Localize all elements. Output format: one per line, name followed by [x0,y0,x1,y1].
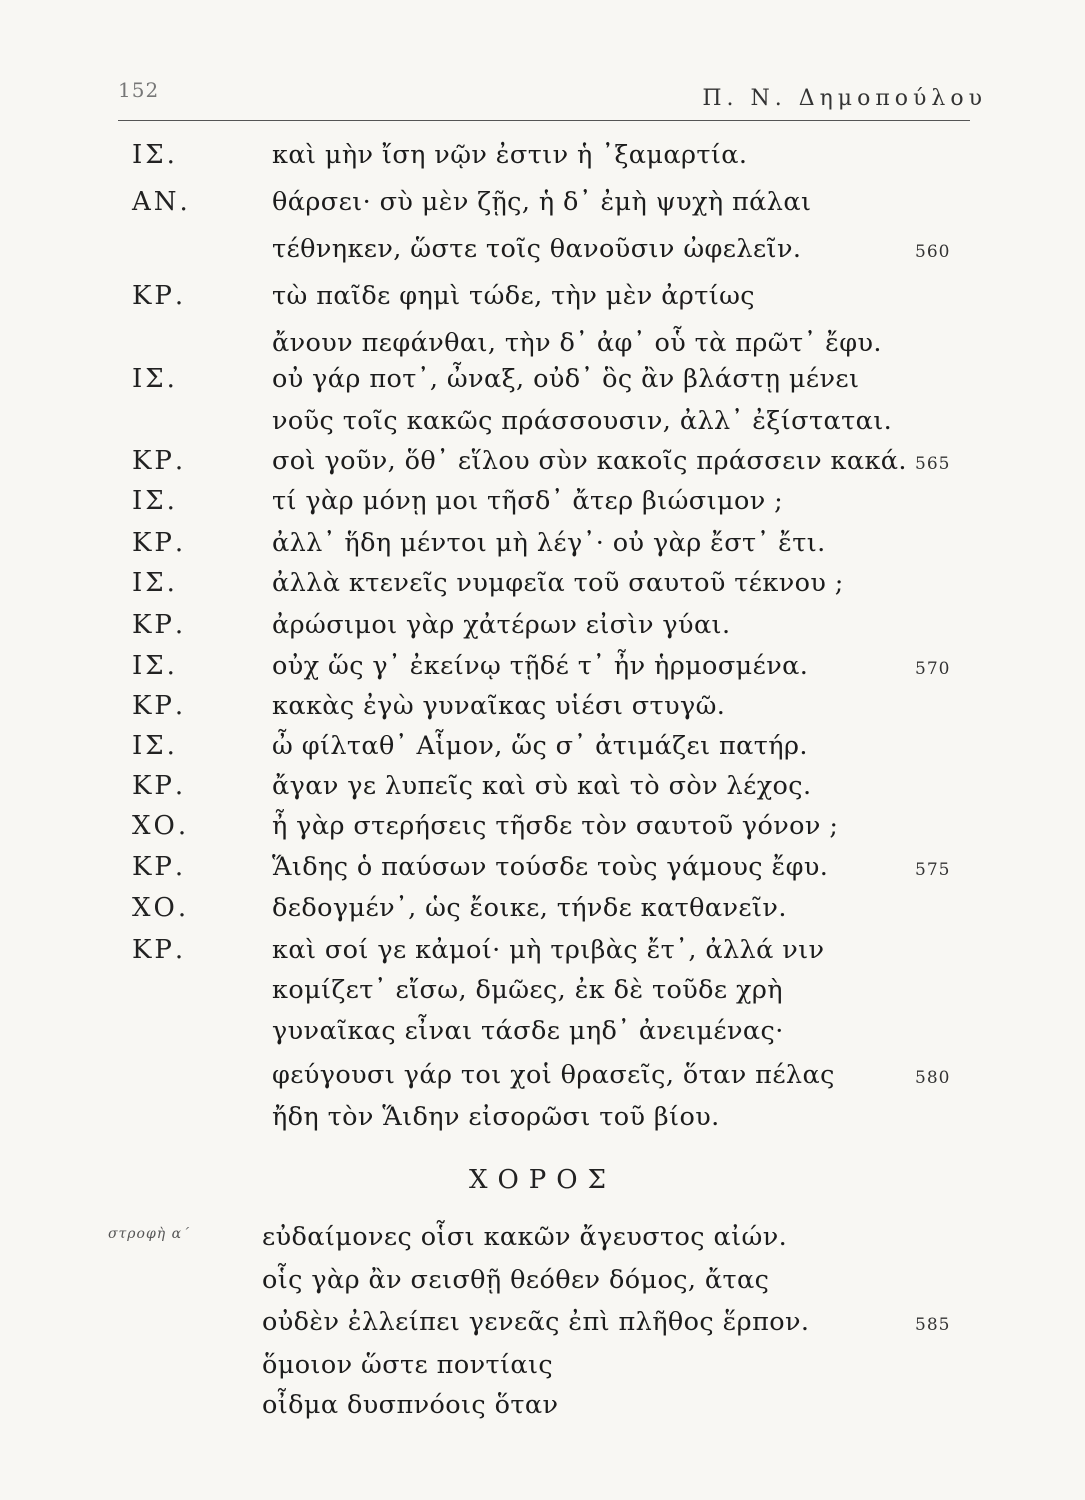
line-number: 560 [915,242,951,262]
line-number: 565 [915,454,951,474]
verse-text: ἤδη τὸν Ἅιδην εἰσορῶσι τοῦ βίου. [272,1102,720,1132]
chorus-line [0,1222,1085,1268]
verse-text: δεδογμέν᾿, ὡς ἔοικε, τήνδε κατθανεῖν. [272,893,787,923]
verse-text: ἀλλ᾿ ἥδη μέντοι μὴ λέγ᾿· οὐ γὰρ ἔστ᾿ ἔτι. [272,528,826,558]
verse-line [0,187,1085,233]
verse-line [0,1060,1085,1106]
speaker-label: ΧΟ. [132,893,190,923]
verse-line [0,975,1085,1021]
speaker-label: ΙΣ. [132,140,178,170]
speaker-label: ΚΡ. [132,852,187,882]
verse-text: οὐχ ὥς γ᾿ ἐκείνῳ τῇδέ τ᾿ ἦν ἡρμοσμένα. [272,651,809,681]
speaker-label: ΚΡ. [132,610,187,640]
speaker-label: ΚΡ. [132,281,187,311]
verse-text: οἶδμα δυσπνόοις ὅταν [262,1390,559,1420]
verse-text: τὼ παῖδε φημὶ τώδε, τὴν μὲν ἀρτίως [272,281,755,311]
verse-line [0,1016,1085,1062]
verse-text: καὶ μὴν ἴση νῷν ἐστιν ἡ ᾿ξαμαρτία. [272,140,748,170]
verse-line [0,568,1085,614]
verse-text: κομίζετ᾿ εἴσω, δμῶες, ἐκ δὲ τοῦδε χρὴ [272,975,783,1005]
verse-text: γυναῖκας εἶναι τάσδε μηδ᾿ ἀνειμένας· [272,1016,784,1046]
verse-text: νοῦς τοῖς κακῶς πράσσουσιν, ἀλλ᾿ ἐξίσταται. [272,406,893,436]
verse-text: θάρσει· σὺ μὲν ζῇς, ἡ δ᾿ ἐμὴ ψυχὴ πάλαι [272,187,812,217]
verse-line [0,811,1085,857]
speaker-label: ΚΡ. [132,528,187,558]
verse-text: τί γὰρ μόνῃ μοι τῆσδ᾿ ἄτερ βιώσιμον ; [272,486,784,516]
verse-text: ἀλλὰ κτενεῖς νυμφεῖα τοῦ σαυτοῦ τέκνου ; [272,568,844,598]
speaker-label: ΙΣ. [132,731,178,761]
speaker-label: ΙΣ. [132,486,178,516]
verse-line [0,610,1085,656]
verse-line [0,852,1085,898]
speaker-label: ΙΣ. [132,568,178,598]
verse-text: ἦ γὰρ στερήσεις τῆσδε τὸν σαυτοῦ γόνον ; [272,811,839,841]
verse-text: καὶ σοί γε κἀμοί· μὴ τριβὰς ἔτ᾿, ἀλλά νιν [272,935,825,965]
strophe-margin-note: στροφὴ α΄ [108,1226,191,1242]
speaker-label: ΚΡ. [132,771,187,801]
verse-text: ὅμοιον ὥστε ποντίαις [262,1350,554,1380]
verse-text: οὐδὲν ἐλλείπει γενεᾶς ἐπὶ πλῆθος ἕρπον. [262,1307,810,1337]
verse-line [0,234,1085,280]
section-heading: ΧΟΡΟΣ [468,1165,617,1195]
verse-text: κακὰς ἐγὼ γυναῖκας υἱέσι στυγῶ. [272,691,726,721]
speaker-label: ΚΡ. [132,935,187,965]
speaker-label: ΚΡ. [132,446,187,476]
speaker-label: ΑΝ. [132,187,191,217]
verse-text: ὦ φίλταθ᾿ Αἷμον, ὥς σ᾿ ἀτιμάζει πατήρ. [272,731,808,761]
verse-text: ἀρώσιμοι γὰρ χἀτέρων εἰσὶν γύαι. [272,610,731,640]
speaker-label: ΙΣ. [132,364,178,394]
line-number: 580 [915,1068,951,1088]
speaker-label: ΚΡ. [132,691,187,721]
verse-line [0,486,1085,532]
verse-text: οὐ γάρ ποτ᾿, ὦναξ, οὐδ᾿ ὃς ἂν βλάστῃ μένει [272,364,860,394]
verse-text: οἷς γὰρ ἂν σεισθῇ θεόθεν δόμος, ἄτας [262,1265,770,1295]
verse-text: Ἅιδης ὁ παύσων τούσδε τοὺς γάμους ἔφυ. [272,852,829,882]
chorus-line [0,1265,1085,1311]
verse-text: ἄνουν πεφάνθαι, τὴν δ᾿ ἀφ᾿ οὗ τὰ πρῶτ᾿ ἔφυ. [272,328,882,358]
chorus-line [0,1390,1085,1436]
verse-text: τέθνηκεν, ὥστε τοῖς θανοῦσιν ὠφελεῖν. [272,234,802,264]
line-number: 570 [915,659,951,679]
running-title: Π. Ν. Δημοπούλου [702,86,987,111]
chorus-line [0,1307,1085,1353]
verse-text: φεύγουσι γάρ τοι χοἱ θρασεῖς, ὅταν πέλας [272,1060,835,1090]
speaker-label: ΧΟ. [132,811,190,841]
verse-line [0,140,1085,186]
verse-text: ἄγαν γε λυπεῖς καὶ σὺ καὶ τὸ σὸν λέχος. [272,771,812,801]
verse-line [0,893,1085,939]
verse-line [0,1102,1085,1148]
line-number: 585 [915,1315,951,1335]
speaker-label: ΙΣ. [132,651,178,681]
verse-line [0,364,1085,410]
line-number: 575 [915,860,951,880]
page-number: 152 [118,78,160,102]
verse-line [0,281,1085,327]
verse-text: σοὶ γοῦν, ὅθ᾿ εἵλου σὺν κακοῖς πράσσειν κακά. [272,446,907,476]
verse-text: εὐδαίμονες οἷσι κακῶν ἄγευστος αἰών. [262,1222,788,1252]
